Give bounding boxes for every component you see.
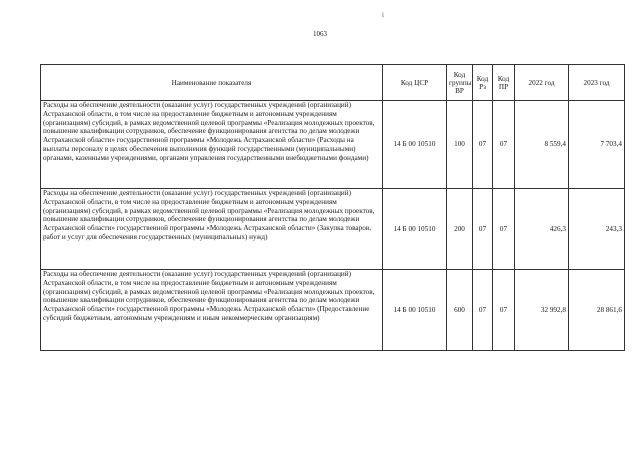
row-vr: 100 [447, 101, 473, 189]
budget-table [40, 64, 625, 351]
row-2023: 243,3 [569, 189, 625, 270]
table-row [41, 189, 625, 270]
row-2023: 28 861,6 [569, 270, 625, 351]
row-rz: 07 [473, 189, 493, 270]
row-name: Расходы на обеспечение деятельности (оказание услуг) государственных учреждений (организаций) Астраханской области, в том числе на предоставление бюджетным и автономным учреждениям (организациям) субсидий, в рамках ведомственной целевой программы «Реализация молодежных проектов, повышение квалификации сотрудников, обеспечение функционирования агентства по делам молодежи Астраханской области» государственной программы «Молодежь Астраханской области» (Закупка товаров, работ и услуг для обеспечения государственных (муниципальных) нужд) [41, 189, 383, 270]
header-name: Наименование показателя [41, 65, 383, 101]
table-row [41, 270, 625, 351]
row-name: Расходы на обеспечение деятельности (оказание услуг) государственных учреждений (организаций) Астраханской области, в том числе на предоставление бюджетным и автономным учреждениям (организациям) субсидий, в рамках ведомственной целевой программы «Реализация молодежных проектов, повышение квалификации сотрудников, обеспечение функционирования агентства по делам молодежи Астраханской области» государственной программы «Молодежь Астраханской области» (Расходы на выплаты персоналу в целях обеспечения выполнения функций государственными (муниципальными) органами, казенными учреждениями, органами управления государственными внебюджетными фондами) [41, 101, 383, 189]
header-vr: Код группы ВР [447, 65, 473, 101]
header-2022: 2022 год [515, 65, 569, 101]
row-pr: 07 [493, 270, 515, 351]
row-vr: 600 [447, 270, 473, 351]
row-rz: 07 [473, 101, 493, 189]
row-2022: 32 992,8 [515, 270, 569, 351]
row-2023: 7 703,4 [569, 101, 625, 189]
row-pr: 07 [493, 189, 515, 270]
table-header-row [41, 65, 625, 101]
row-name: Расходы на обеспечение деятельности (оказание услуг) государственных учреждений (организаций) Астраханской области, в том числе на предоставление бюджетным и автономным учреждениям (организациям) субсидий, в рамках ведомственной целевой программы «Реализация молодежных проектов, повышение квалификации сотрудников, обеспечение функционирования агентства по делам молодежи Астраханской области» государственной программы «Молодежь Астраханской области» (Предоставление субсидий бюджетным, автономным учреждениям и иным некоммерческим организациям) [41, 270, 383, 351]
scan-mark: i [382, 11, 384, 19]
row-csr: 14 Б 00 10510 [383, 189, 447, 270]
row-pr: 07 [493, 101, 515, 189]
header-2023: 2023 год [569, 65, 625, 101]
table-row [41, 101, 625, 189]
row-csr: 14 Б 00 10510 [383, 270, 447, 351]
header-rz: Код Рз [473, 65, 493, 101]
row-rz: 07 [473, 270, 493, 351]
header-pr: Код ПР [493, 65, 515, 101]
row-vr: 200 [447, 189, 473, 270]
header-csr: Код ЦСР [383, 65, 447, 101]
row-2022: 426,3 [515, 189, 569, 270]
page-number: 1063 [313, 30, 327, 38]
row-2022: 8 559,4 [515, 101, 569, 189]
row-csr: 14 Б 00 10510 [383, 101, 447, 189]
